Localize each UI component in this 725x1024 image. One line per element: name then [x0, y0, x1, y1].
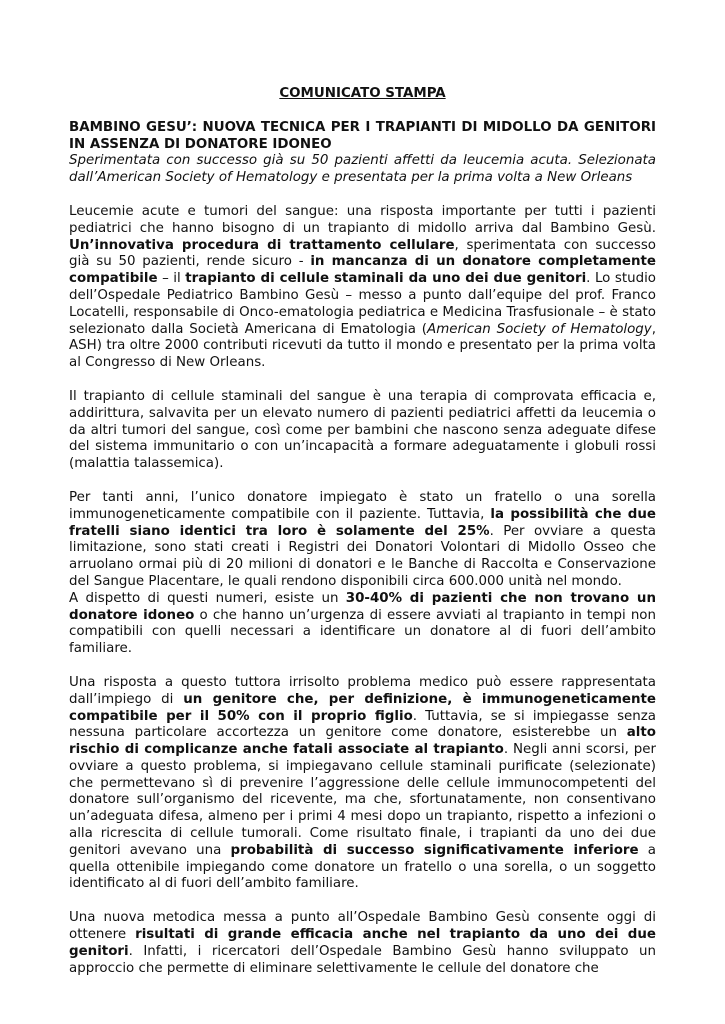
- bold-span: risultati di grande efficacia anche nel trapianto da uno dei due genitori: [69, 927, 656, 959]
- bold-span: trapianto di cellule staminali da uno dei due genitori: [185, 271, 587, 287]
- bold-span: alto rischio di complicanze anche fatali associate al trapianto: [69, 725, 656, 758]
- paragraph-2: [69, 389, 656, 473]
- text-span: Leucemie acute e tumori del sangue: una risposta importante per tutti i pazienti pediatrici che hanno bisogno di un trapianto di midollo arriva dal Bambino Gesù.: [69, 203, 656, 236]
- paragraph-5: [69, 675, 656, 893]
- paragraph-6: [69, 910, 656, 977]
- text-span: . Per ovviare a questa limitazione, sono stati creati i Registri dei Donatori Volontari di Midollo Osseo che arruolano ormai più di 20 milioni di donatori e le Banche di Raccolta e Conservazione del Sangue Placentare, le quali rendono disponibili circa 600.000 unità nel mondo.: [69, 523, 657, 589]
- bold-span: un genitore che, per definizione, è immunogeneticamente compatibile per il 50% con il proprio figlio: [69, 691, 656, 724]
- text-span: – il: [157, 271, 186, 287]
- paragraph-3: [69, 490, 656, 591]
- text-span: A dispetto di questi numeri, esiste un: [69, 590, 346, 606]
- document-title: BAMBINO GESU’: NUOVA TECNICA PER I TRAPIANTI DI MIDOLLO DA GENITORI IN ASSENZA DI DONATORE IDONEO: [69, 119, 656, 152]
- document-subtitle: Sperimentata con successo già su 50 pazienti affetti da leucemia acuta. Selezionata dall’American Society of Hematology e presentata per la prima volta a New Orleans: [69, 153, 656, 186]
- bold-span: in mancanza di un donatore completamente compatibile: [69, 254, 656, 287]
- paragraph-4: [69, 591, 656, 658]
- bold-span: probabilità di successo significativamente inferiore: [230, 842, 639, 858]
- text-span: a quella ottenibile impiegando come donatore un fratello o una sorella, o un soggetto identificato al di fuori dell’ambito familiare.: [69, 842, 656, 892]
- text-span: Per tanti anni, l’unico donatore impiegato è stato un fratello o una sorella immunogeneticamente compatibile con il paziente. Tuttavia,: [69, 489, 656, 522]
- paragraph-1: [69, 204, 656, 372]
- press-release-page: [69, 86, 656, 977]
- text-span: . Tuttavia, se si impiegasse senza nessuna particolare accortezza un genitore come donatore, esisterebbe un: [69, 708, 657, 741]
- text-span: Il trapianto di cellule staminali del sangue è una terapia di comprovata efficacia e, addirittura, salvavita per un elevato numero di pazienti pediatrici affetti da leucemia o da altri tumori del sangue, così come per bambini che nascono senza adeguate difese del sistema immunitario o con un’incapacità a formare adeguatamente i globuli rossi (malattia talassemica).: [69, 388, 656, 472]
- text-span: , sperimentata con successo già su 50 pazienti, rende sicuro -: [69, 237, 657, 270]
- text-span: . Infatti, i ricercatori dell’Ospedale Bambino Gesù hanno sviluppato un approccio che permette di eliminare selettivamente le cellule del donatore che: [69, 943, 656, 976]
- text-span: . Negli anni scorsi, per ovviare a questo problema, si impiegavano cellule staminali purificate (selezionate) che permettevano sì di prevenire l’aggressione delle cellule immunocompetenti del donatore sull’organismo del ricevente, ma che, sfortunatamente, non consentivano un’adeguata difesa, almeno per i primi 4 mesi dopo un trapianto, rispetto a infezioni o alla ricrescita di cellule tumorali. Come risultato finale, i trapianti da uno dei due genitori avevano una: [69, 742, 656, 858]
- text-span: . Lo studio dell’Ospedale Pediatrico Bambino Gesù – messo a punto dall’equipe del prof. Franco Locatelli, responsabile di Onco-ematologia pediatrica e Medicina Trasfusionale – è stato selezionato dalla Società Americana di Ematologia (: [69, 271, 656, 337]
- text-span: , ASH) tra oltre 2000 contributi ricevuti da tutto il mondo e presentato per la prima volta al Congresso di New Orleans.: [69, 321, 656, 371]
- text-span: Una risposta a questo tuttora irrisolto problema medico può essere rappresentata dall’impiego di: [69, 674, 656, 707]
- bold-span: Un’innovativa procedura di trattamento cellulare: [69, 237, 455, 253]
- bold-span: la possibilità che due fratelli siano identici tra loro è solamente del 25%: [69, 506, 656, 539]
- document-heading: COMUNICATO STAMPA: [279, 86, 446, 101]
- text-span: Una nuova metodica messa a punto all’Ospedale Bambino Gesù consente oggi di ottenere: [69, 910, 656, 943]
- bold-span: 30-40% di pazienti che non trovano un donatore idoneo: [69, 590, 656, 623]
- italic-span: American Society of Hematology: [427, 321, 652, 337]
- text-span: o che hanno un’urgenza di essere avviati al trapianto in tempi non compatibili con quelli necessari a identificare un donatore al di fuori dell’ambito familiare.: [69, 607, 656, 657]
